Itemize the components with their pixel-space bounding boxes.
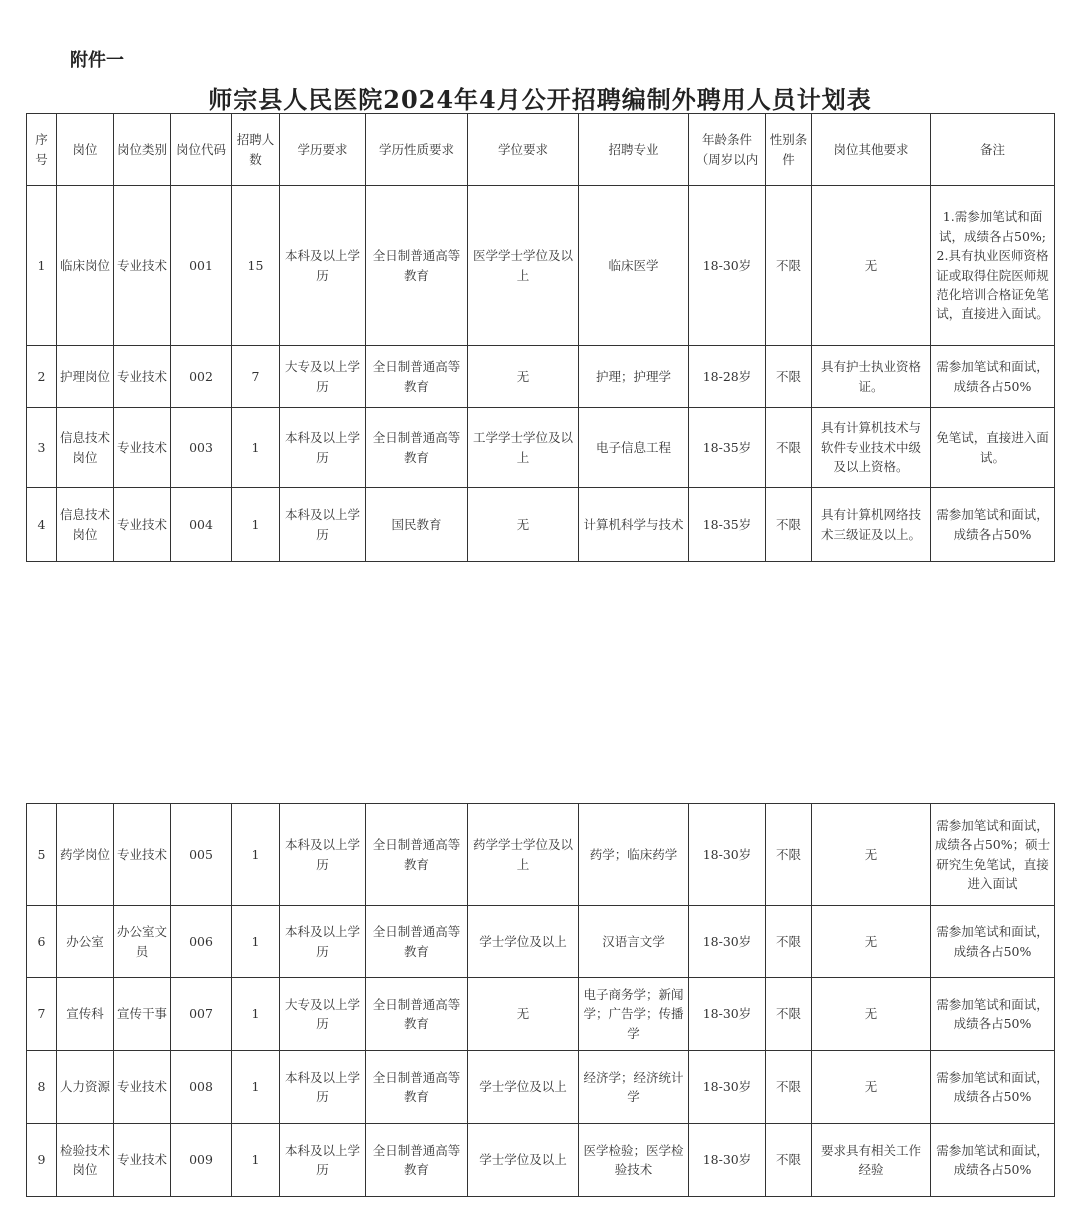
cell-seq: 9 (27, 1124, 57, 1197)
table-header-row (27, 114, 1055, 186)
cell-age: 18-28岁 (689, 346, 766, 408)
cell-post: 护理岗位 (57, 346, 114, 408)
cell-recruit-count: 1 (232, 408, 280, 488)
cell-post-code: 004 (171, 488, 232, 562)
cell-education-type: 全日制普通高等教育 (366, 1051, 468, 1124)
cell-remarks: 需参加笔试和面试，成绩各占50% (931, 1124, 1055, 1197)
cell-remarks: 需参加笔试和面试，成绩各占50% (931, 488, 1055, 562)
cell-other-requirements: 具有护士执业资格证。 (812, 346, 931, 408)
cell-recruit-count: 1 (232, 1124, 280, 1197)
cell-education-type: 国民教育 (366, 488, 468, 562)
cell-other-requirements: 无 (812, 978, 931, 1051)
cell-age: 18-30岁 (689, 1124, 766, 1197)
cell-post-code: 009 (171, 1124, 232, 1197)
header-education-type: 学历性质要求 (366, 114, 468, 186)
cell-age: 18-30岁 (689, 804, 766, 906)
cell-education: 本科及以上学历 (280, 408, 366, 488)
attachment-label: 附件一 (70, 50, 124, 71)
cell-recruit-count: 7 (232, 346, 280, 408)
cell-post-code: 003 (171, 408, 232, 488)
cell-gender: 不限 (766, 1124, 812, 1197)
cell-recruit-count: 1 (232, 1051, 280, 1124)
cell-education: 本科及以上学历 (280, 186, 366, 346)
cell-degree: 学士学位及以上 (468, 1124, 579, 1197)
cell-education: 大专及以上学历 (280, 346, 366, 408)
cell-post-category: 办公室文员 (114, 906, 171, 978)
cell-age: 18-30岁 (689, 978, 766, 1051)
recruitment-plan-table-part-1 (26, 113, 1055, 562)
cell-seq: 4 (27, 488, 57, 562)
cell-other-requirements: 无 (812, 906, 931, 978)
cell-post-category: 专业技术 (114, 346, 171, 408)
cell-major: 电子商务学；新闻学；广告学；传播学 (579, 978, 689, 1051)
cell-education: 本科及以上学历 (280, 488, 366, 562)
cell-education-type: 全日制普通高等教育 (366, 804, 468, 906)
cell-post: 药学岗位 (57, 804, 114, 906)
cell-post-code: 008 (171, 1051, 232, 1124)
cell-post: 信息技术岗位 (57, 488, 114, 562)
cell-age: 18-30岁 (689, 906, 766, 978)
cell-gender: 不限 (766, 408, 812, 488)
cell-gender: 不限 (766, 1051, 812, 1124)
cell-education: 本科及以上学历 (280, 1124, 366, 1197)
page-title: 师宗县人民医院2024年4月公开招聘编制外聘用人员计划表 (208, 85, 872, 114)
cell-education-type: 全日制普通高等教育 (366, 906, 468, 978)
cell-age: 18-30岁 (689, 186, 766, 346)
cell-post: 人力资源 (57, 1051, 114, 1124)
cell-post-category: 专业技术 (114, 186, 171, 346)
header-post-code: 岗位代码 (171, 114, 232, 186)
cell-age: 18-35岁 (689, 408, 766, 488)
table-row (27, 488, 1055, 562)
table-row (27, 186, 1055, 346)
cell-degree: 药学学士学位及以上 (468, 804, 579, 906)
cell-post: 检验技术岗位 (57, 1124, 114, 1197)
cell-remarks: 需参加笔试和面试，成绩各占50% (931, 978, 1055, 1051)
cell-degree: 学士学位及以上 (468, 1051, 579, 1124)
cell-education: 本科及以上学历 (280, 906, 366, 978)
cell-degree: 工学学士学位及以上 (468, 408, 579, 488)
cell-remarks: 1.需参加笔试和面试，成绩各占50%;2.具有执业医师资格证或取得住院医师规范化培训合格证免笔试，直接进入面试。 (931, 186, 1055, 346)
cell-seq: 7 (27, 978, 57, 1051)
cell-other-requirements: 无 (812, 1051, 931, 1124)
cell-remarks: 需参加笔试和面试，成绩各占50% (931, 346, 1055, 408)
cell-other-requirements: 具有计算机网络技术三级证及以上。 (812, 488, 931, 562)
cell-recruit-count: 1 (232, 978, 280, 1051)
cell-seq: 6 (27, 906, 57, 978)
cell-major: 医学检验；医学检验技术 (579, 1124, 689, 1197)
cell-seq: 5 (27, 804, 57, 906)
cell-post: 办公室 (57, 906, 114, 978)
cell-other-requirements: 无 (812, 186, 931, 346)
cell-post: 信息技术岗位 (57, 408, 114, 488)
recruitment-plan-table-part-2 (26, 803, 1055, 1197)
table-row (27, 1051, 1055, 1124)
cell-degree: 学士学位及以上 (468, 906, 579, 978)
cell-gender: 不限 (766, 346, 812, 408)
cell-post: 宣传科 (57, 978, 114, 1051)
cell-education-type: 全日制普通高等教育 (366, 1124, 468, 1197)
cell-remarks: 需参加笔试和面试，成绩各占50%；硕士研究生免笔试，直接进入面试 (931, 804, 1055, 906)
header-degree: 学位要求 (468, 114, 579, 186)
header-recruit-count: 招聘人数 (232, 114, 280, 186)
cell-post-category: 专业技术 (114, 804, 171, 906)
cell-education-type: 全日制普通高等教育 (366, 186, 468, 346)
cell-gender: 不限 (766, 488, 812, 562)
cell-post-code: 005 (171, 804, 232, 906)
cell-recruit-count: 15 (232, 186, 280, 346)
cell-degree: 无 (468, 488, 579, 562)
cell-remarks: 需参加笔试和面试，成绩各占50% (931, 1051, 1055, 1124)
cell-degree: 无 (468, 346, 579, 408)
header-age: 年龄条件（周岁以内 (689, 114, 766, 186)
header-other-requirements: 岗位其他要求 (812, 114, 931, 186)
cell-post-category: 宣传干事 (114, 978, 171, 1051)
header-remarks: 备注 (931, 114, 1055, 186)
cell-gender: 不限 (766, 186, 812, 346)
cell-other-requirements: 无 (812, 804, 931, 906)
table-row (27, 804, 1055, 906)
cell-major: 临床医学 (579, 186, 689, 346)
cell-education: 本科及以上学历 (280, 804, 366, 906)
cell-post-code: 006 (171, 906, 232, 978)
cell-education-type: 全日制普通高等教育 (366, 978, 468, 1051)
header-education: 学历要求 (280, 114, 366, 186)
header-major: 招聘专业 (579, 114, 689, 186)
cell-education: 本科及以上学历 (280, 1051, 366, 1124)
cell-post-category: 专业技术 (114, 1051, 171, 1124)
cell-remarks: 免笔试，直接进入面试。 (931, 408, 1055, 488)
header-post-category: 岗位类别 (114, 114, 171, 186)
header-seq: 序号 (27, 114, 57, 186)
cell-major: 经济学；经济统计学 (579, 1051, 689, 1124)
cell-post-code: 001 (171, 186, 232, 346)
cell-education-type: 全日制普通高等教育 (366, 346, 468, 408)
cell-education-type: 全日制普通高等教育 (366, 408, 468, 488)
header-post: 岗位 (57, 114, 114, 186)
cell-remarks: 需参加笔试和面试，成绩各占50% (931, 906, 1055, 978)
cell-gender: 不限 (766, 804, 812, 906)
cell-seq: 3 (27, 408, 57, 488)
cell-post-code: 002 (171, 346, 232, 408)
cell-degree: 医学学士学位及以上 (468, 186, 579, 346)
cell-post-category: 专业技术 (114, 408, 171, 488)
cell-major: 电子信息工程 (579, 408, 689, 488)
cell-post-code: 007 (171, 978, 232, 1051)
cell-age: 18-35岁 (689, 488, 766, 562)
cell-recruit-count: 1 (232, 906, 280, 978)
cell-seq: 1 (27, 186, 57, 346)
cell-major: 护理；护理学 (579, 346, 689, 408)
table-row (27, 978, 1055, 1051)
header-gender: 性别条件 (766, 114, 812, 186)
table-row (27, 906, 1055, 978)
cell-gender: 不限 (766, 978, 812, 1051)
cell-recruit-count: 1 (232, 488, 280, 562)
cell-major: 汉语言文学 (579, 906, 689, 978)
table-row (27, 1124, 1055, 1197)
cell-post-category: 专业技术 (114, 488, 171, 562)
cell-education: 大专及以上学历 (280, 978, 366, 1051)
cell-seq: 2 (27, 346, 57, 408)
cell-post-category: 专业技术 (114, 1124, 171, 1197)
cell-seq: 8 (27, 1051, 57, 1124)
cell-major: 计算机科学与技术 (579, 488, 689, 562)
cell-post: 临床岗位 (57, 186, 114, 346)
cell-gender: 不限 (766, 906, 812, 978)
table-row (27, 346, 1055, 408)
cell-major: 药学；临床药学 (579, 804, 689, 906)
cell-other-requirements: 要求具有相关工作经验 (812, 1124, 931, 1197)
cell-other-requirements: 具有计算机技术与软件专业技术中级及以上资格。 (812, 408, 931, 488)
cell-age: 18-30岁 (689, 1051, 766, 1124)
cell-recruit-count: 1 (232, 804, 280, 906)
cell-degree: 无 (468, 978, 579, 1051)
table-row (27, 408, 1055, 488)
